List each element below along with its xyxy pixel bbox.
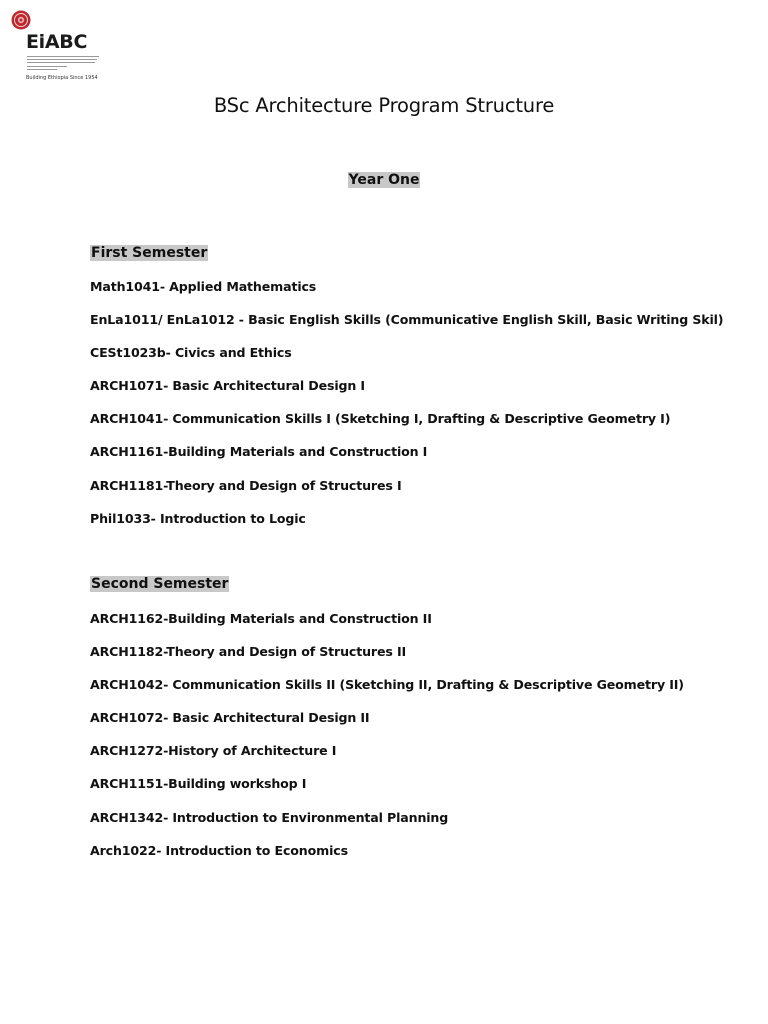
year-heading-text: Year One <box>348 172 420 188</box>
eiabc-logo <box>11 10 101 84</box>
logo-fine-print <box>27 56 99 72</box>
course-item: ARCH1071- Basic Architectural Design I <box>90 378 365 394</box>
course-item: Math1041- Applied Mathematics <box>90 279 317 294</box>
semester-heading-text: Second Semester <box>91 576 229 592</box>
logo-wordmark: EiABC <box>26 31 88 53</box>
course-item: ARCH1151-Building workshop I <box>90 776 307 792</box>
course-item: ARCH1182-Theory and Design of Structures II <box>90 644 407 660</box>
course-item: ARCH1041- Communication Skills I (Sketching I, Drafting & Descriptive Geometry I) <box>90 411 671 427</box>
course-item: EnLa1011/ EnLa1012 - Basic English Skills (Communicative English Skill, Basic Writing Skil) <box>90 312 724 328</box>
course-item: Phil1033- Introduction to Logic <box>90 510 306 526</box>
logo-tagline: Building Ethiopia Since 1954 <box>26 75 98 81</box>
course-item: Arch1022- Introduction to Economics <box>90 842 348 858</box>
course-item: ARCH1161-Building Materials and Construction I <box>90 444 428 460</box>
course-item: ARCH1072- Basic Architectural Design II <box>90 710 370 726</box>
eiabc-emblem-icon <box>11 10 31 30</box>
course-item: ARCH1042- Communication Skills II (Sketching II, Drafting & Descriptive Geometry II) <box>90 677 684 693</box>
course-item: CESt1023b- Civics and Ethics <box>90 345 292 361</box>
course-list-second-semester <box>90 611 684 876</box>
course-item: ARCH1272-History of Architecture I <box>90 743 337 759</box>
year-heading <box>0 170 768 189</box>
course-item: ARCH1162-Building Materials and Construction II <box>90 611 432 626</box>
course-list-first-semester <box>90 279 723 544</box>
semester-heading-text: First Semester <box>91 245 208 261</box>
semester-heading-first <box>90 244 208 262</box>
course-item: ARCH1342- Introduction to Environmental Planning <box>90 809 449 825</box>
semester-heading-second <box>90 575 229 593</box>
course-item: ARCH1181-Theory and Design of Structures I <box>90 477 402 493</box>
page-title: BSc Architecture Program Structure <box>213 94 555 117</box>
